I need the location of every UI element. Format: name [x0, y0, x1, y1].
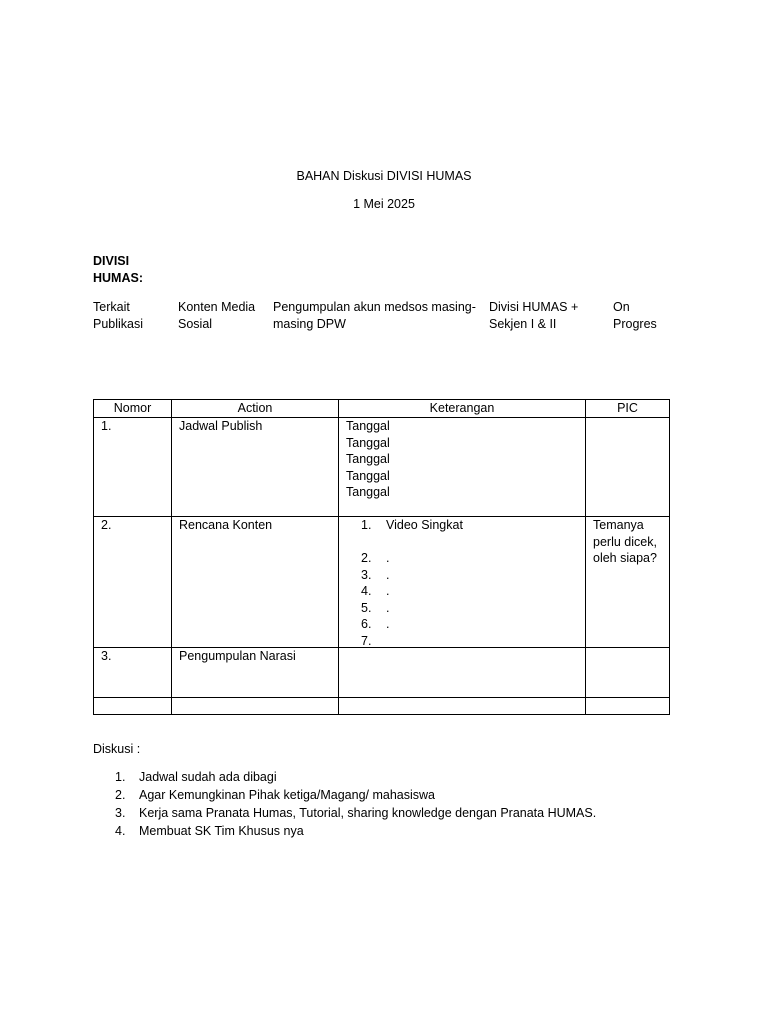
discussion-list — [93, 768, 713, 840]
list-item — [339, 517, 585, 534]
division-pic — [489, 299, 578, 333]
header-pic: PIC — [586, 400, 670, 418]
table-row-empty — [94, 698, 670, 715]
list-item — [339, 616, 585, 633]
discussion-label: Diskusi : — [93, 742, 141, 756]
list-number: 2. — [115, 788, 126, 802]
keterangan-line: Tanggal — [346, 419, 390, 433]
list-number: 3. — [115, 806, 126, 820]
list-text: . — [386, 584, 390, 598]
pic-line: Temanya — [593, 518, 644, 532]
list-number: 4. — [361, 584, 372, 598]
table-row — [94, 648, 670, 698]
division-task-line: Pengumpulan akun medsos masing- — [273, 300, 476, 314]
list-text: . — [386, 600, 390, 615]
discussion-section — [93, 768, 713, 840]
keterangan-line: Tanggal — [346, 435, 390, 450]
keterangan-line: Tanggal — [346, 468, 390, 483]
keterangan-line: Tanggal — [346, 452, 390, 466]
division-status-line: On — [613, 300, 630, 314]
list-text: Kerja sama Pranata Humas, Tutorial, sharing knowledge dengan Pranata HUMAS. — [139, 806, 597, 820]
row-action: Pengumpulan Narasi — [172, 648, 339, 698]
list-item — [339, 583, 585, 600]
division-status — [613, 299, 657, 333]
list-text: . — [386, 551, 390, 565]
division-task — [273, 299, 476, 333]
division-label-line: DIVISI — [93, 254, 130, 268]
table-row — [94, 418, 670, 517]
row-nomor: 3. — [94, 648, 172, 698]
document-date: 1 Mei 2025 — [353, 197, 415, 211]
division-label-line: HUMAS: — [93, 271, 143, 285]
list-item — [339, 567, 585, 584]
empty-cell — [586, 698, 670, 715]
list-number: 5. — [361, 600, 372, 615]
list-text: . — [386, 617, 390, 631]
document-title: BAHAN Diskusi DIVISI HUMAS — [296, 169, 472, 183]
list-text: Jadwal sudah ada dibagi — [139, 770, 277, 784]
list-item — [93, 804, 713, 822]
division-pic-line: Sekjen I & II — [489, 317, 557, 331]
list-item — [93, 822, 713, 840]
empty-cell — [172, 698, 339, 715]
pic-line: oleh siapa? — [593, 551, 657, 565]
row-keterangan — [339, 517, 586, 648]
list-number: 3. — [361, 567, 372, 582]
list-number: 1. — [361, 518, 372, 532]
table-row — [94, 517, 670, 648]
row-keterangan — [339, 418, 586, 517]
table-header-row — [94, 400, 670, 418]
division-content-line: Konten Media — [178, 300, 256, 314]
list-number: 7. — [361, 633, 372, 648]
empty-cell — [94, 698, 172, 715]
division-task-line: masing DPW — [273, 317, 346, 331]
division-topic-line: Terkait — [93, 300, 130, 314]
list-item — [339, 600, 585, 617]
list-item — [339, 550, 585, 567]
row-pic — [586, 517, 670, 648]
row-pic — [586, 648, 670, 698]
division-pic-line: Divisi HUMAS + — [489, 300, 579, 314]
division-content — [178, 299, 255, 333]
pic-line: perlu dicek, — [593, 534, 657, 549]
list-item — [93, 768, 713, 786]
keterangan-line: Tanggal — [346, 485, 390, 499]
empty-cell — [339, 698, 586, 715]
division-status-line: Progres — [613, 317, 657, 331]
list-number: 4. — [115, 824, 126, 838]
header-action: Action — [172, 400, 339, 418]
list-number: 6. — [361, 617, 372, 631]
division-topic — [93, 299, 143, 333]
division-topic-line: Publikasi — [93, 317, 144, 331]
list-text: . — [386, 567, 390, 582]
row-keterangan — [339, 648, 586, 698]
row-action: Jadwal Publish — [172, 418, 339, 517]
header-keterangan: Keterangan — [339, 400, 586, 418]
division-label — [93, 253, 143, 287]
list-text: Video Singkat — [386, 518, 463, 532]
list-text: Membuat SK Tim Khusus nya — [139, 824, 304, 838]
row-pic — [586, 418, 670, 517]
list-number: 2. — [361, 551, 372, 565]
list-text: Agar Kemungkinan Pihak ketiga/Magang/ mahasiswa — [139, 788, 436, 802]
content-plan-list — [339, 517, 585, 648]
action-table — [93, 399, 670, 715]
row-action: Rencana Konten — [172, 517, 339, 648]
header-nomor: Nomor — [94, 400, 172, 418]
row-nomor: 1. — [94, 418, 172, 517]
row-nomor: 2. — [94, 517, 172, 648]
list-item — [93, 786, 713, 804]
list-number: 1. — [115, 770, 126, 784]
division-content-line: Sosial — [178, 317, 213, 331]
